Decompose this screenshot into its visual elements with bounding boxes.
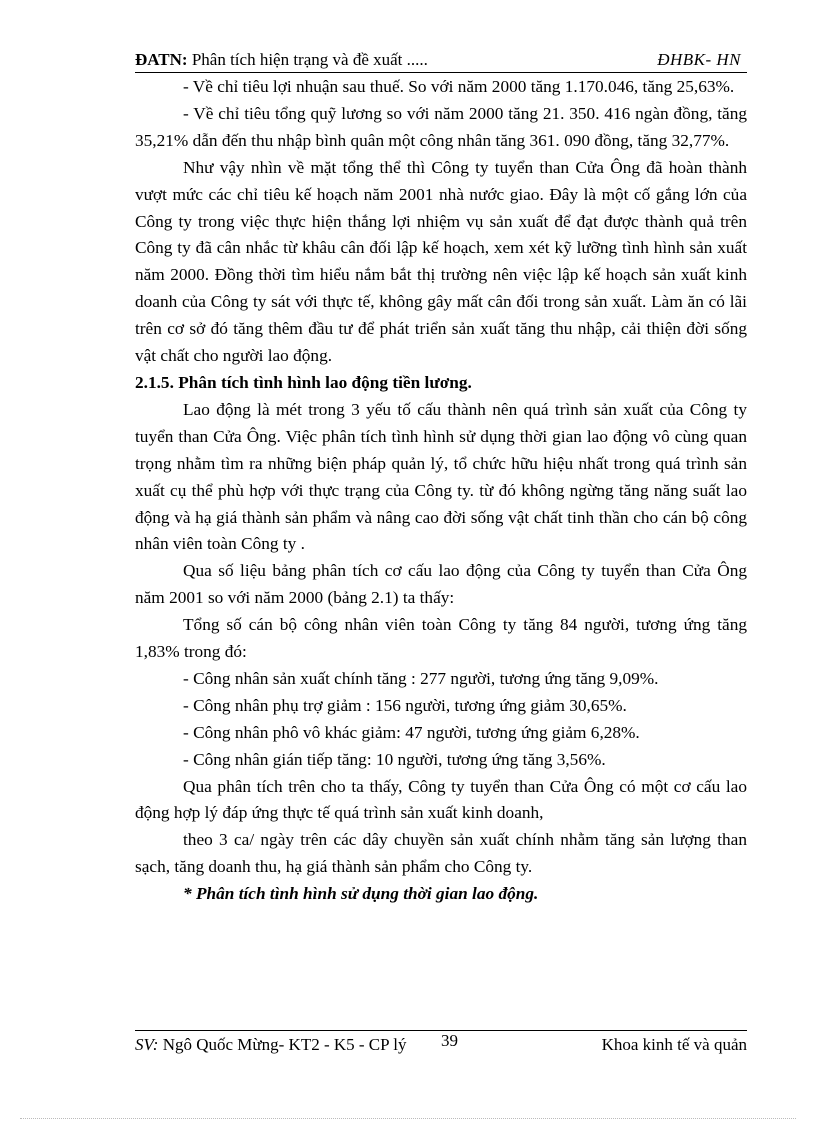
paragraph: Qua phân tích trên cho ta thấy, Công ty tuyển than Cửa Ông có một cơ cấu lao động hợp lý đáp ứng thực tế quá trình sản xuất kinh doanh, [135, 776, 747, 823]
page-footer [135, 1030, 747, 1054]
author-label: SV: [135, 1035, 159, 1054]
paragraph: Như vậy nhìn về mặt tổng thể thì Công ty tuyển than Cửa Ông đã hoàn thành vượt mức các chỉ tiêu kế hoạch năm 2001 nhà nước giao. Đây là một cố gắng lớn của Công ty trong việc thực hiện thắng lợi nhiệm vụ sản xuất để đạt được thành quả trên Công ty đã cân nhắc từ khâu cân đối lập kế hoạch, xem xét kỹ lưỡng tình hình sản xuất năm 2000. Đồng thời tìm hiểu nắm bắt thị trường nên việc lập kế hoạch sản xuất kinh doanh của Công ty sát với thực tế, không gây mất cân đối trong sản xuất. Làm ăn có lãi trên cơ sở đó tăng thêm đầu tư để phát triển sản xuất tăng thu nhập, cải thiện đời sống vật chất cho người lao động. [135, 157, 747, 366]
list-item: - Công nhân sản xuất chính tăng : 277 người, tương ứng tăng 9,09%. [183, 668, 659, 688]
section-heading: 2.1.5. Phân tích tình hình lao động tiền lương. [135, 372, 472, 392]
list-item: - Công nhân phô vô khác giảm: 47 người, tương ứng giảm 6,28%. [183, 722, 640, 742]
document-title [135, 50, 428, 70]
paragraph: Qua số liệu bảng phân tích cơ cấu lao động của Công ty tuyển than Cửa Ông năm 2001 so với năm 2000 (bảng 2.1) ta thấy: [135, 561, 747, 608]
page-header [135, 50, 747, 73]
school-name: ĐHBK- HN [657, 50, 741, 69]
page-number: 39 [441, 1031, 458, 1050]
paragraph: - Về chỉ tiêu tổng quỹ lương so với năm 2000 tăng 21. 350. 416 ngàn đồng, tăng 35,21% dẫn đến thu nhập bình quân một công nhân tăng 361. 090 đồng, tăng 32,77%. [135, 103, 747, 150]
subsection-heading: * Phân tích tình hình sử dụng thời gian lao động. [183, 884, 539, 904]
author-info [135, 1034, 455, 1056]
page-body [135, 74, 747, 908]
faculty-name: Khoa kinh tế và quản [601, 1035, 747, 1054]
list-item: - Công nhân gián tiếp tăng: 10 người, tương ứng tăng 3,56%. [183, 749, 606, 769]
paragraph: Lao động là mét trong 3 yếu tố cấu thành nên quá trình sản xuất của Công ty tuyển than Cửa Ông. Việc phân tích tình hình sử dụng thời gian lao động vô cùng quan trọng nhằm tìm ra những biện pháp quản lý, tổ chức hữu hiệu nhất trong quá trình sản xuất cụ thể phù hợp với thực trạng của Công ty. từ đó không ngừng tăng năng suất lao động và hạ giá thành sản phẩm và nâng cao đời sống vật chất tinh thần cho cán bộ công nhân viên toàn Công ty . [135, 399, 747, 554]
paragraph: theo 3 ca/ ngày trên các dây chuyền sản xuất chính nhằm tăng sản lượng than sạch, tăng doanh thu, hạ giá thành sản phẩm cho Công ty. [135, 830, 747, 877]
page-edge-divider [20, 1118, 796, 1119]
document-title-text: Phân tích hiện trạng và đề xuất ..... [187, 50, 428, 69]
paragraph: - Về chỉ tiêu lợi nhuận sau thuế. So với năm 2000 tăng 1.170.046, tăng 25,63%. [183, 77, 735, 96]
list-item: - Công nhân phụ trợ giảm : 156 người, tương ứng giảm 30,65%. [183, 695, 627, 715]
author-name: Ngô Quốc Mừng- KT2 - K5 - CP lý [158, 1035, 407, 1054]
document-title-prefix: ĐATN: [135, 50, 188, 69]
paragraph: Tổng số cán bộ công nhân viên toàn Công ty tăng 84 người, tương ứng tăng 1,83% trong đó: [135, 615, 747, 662]
